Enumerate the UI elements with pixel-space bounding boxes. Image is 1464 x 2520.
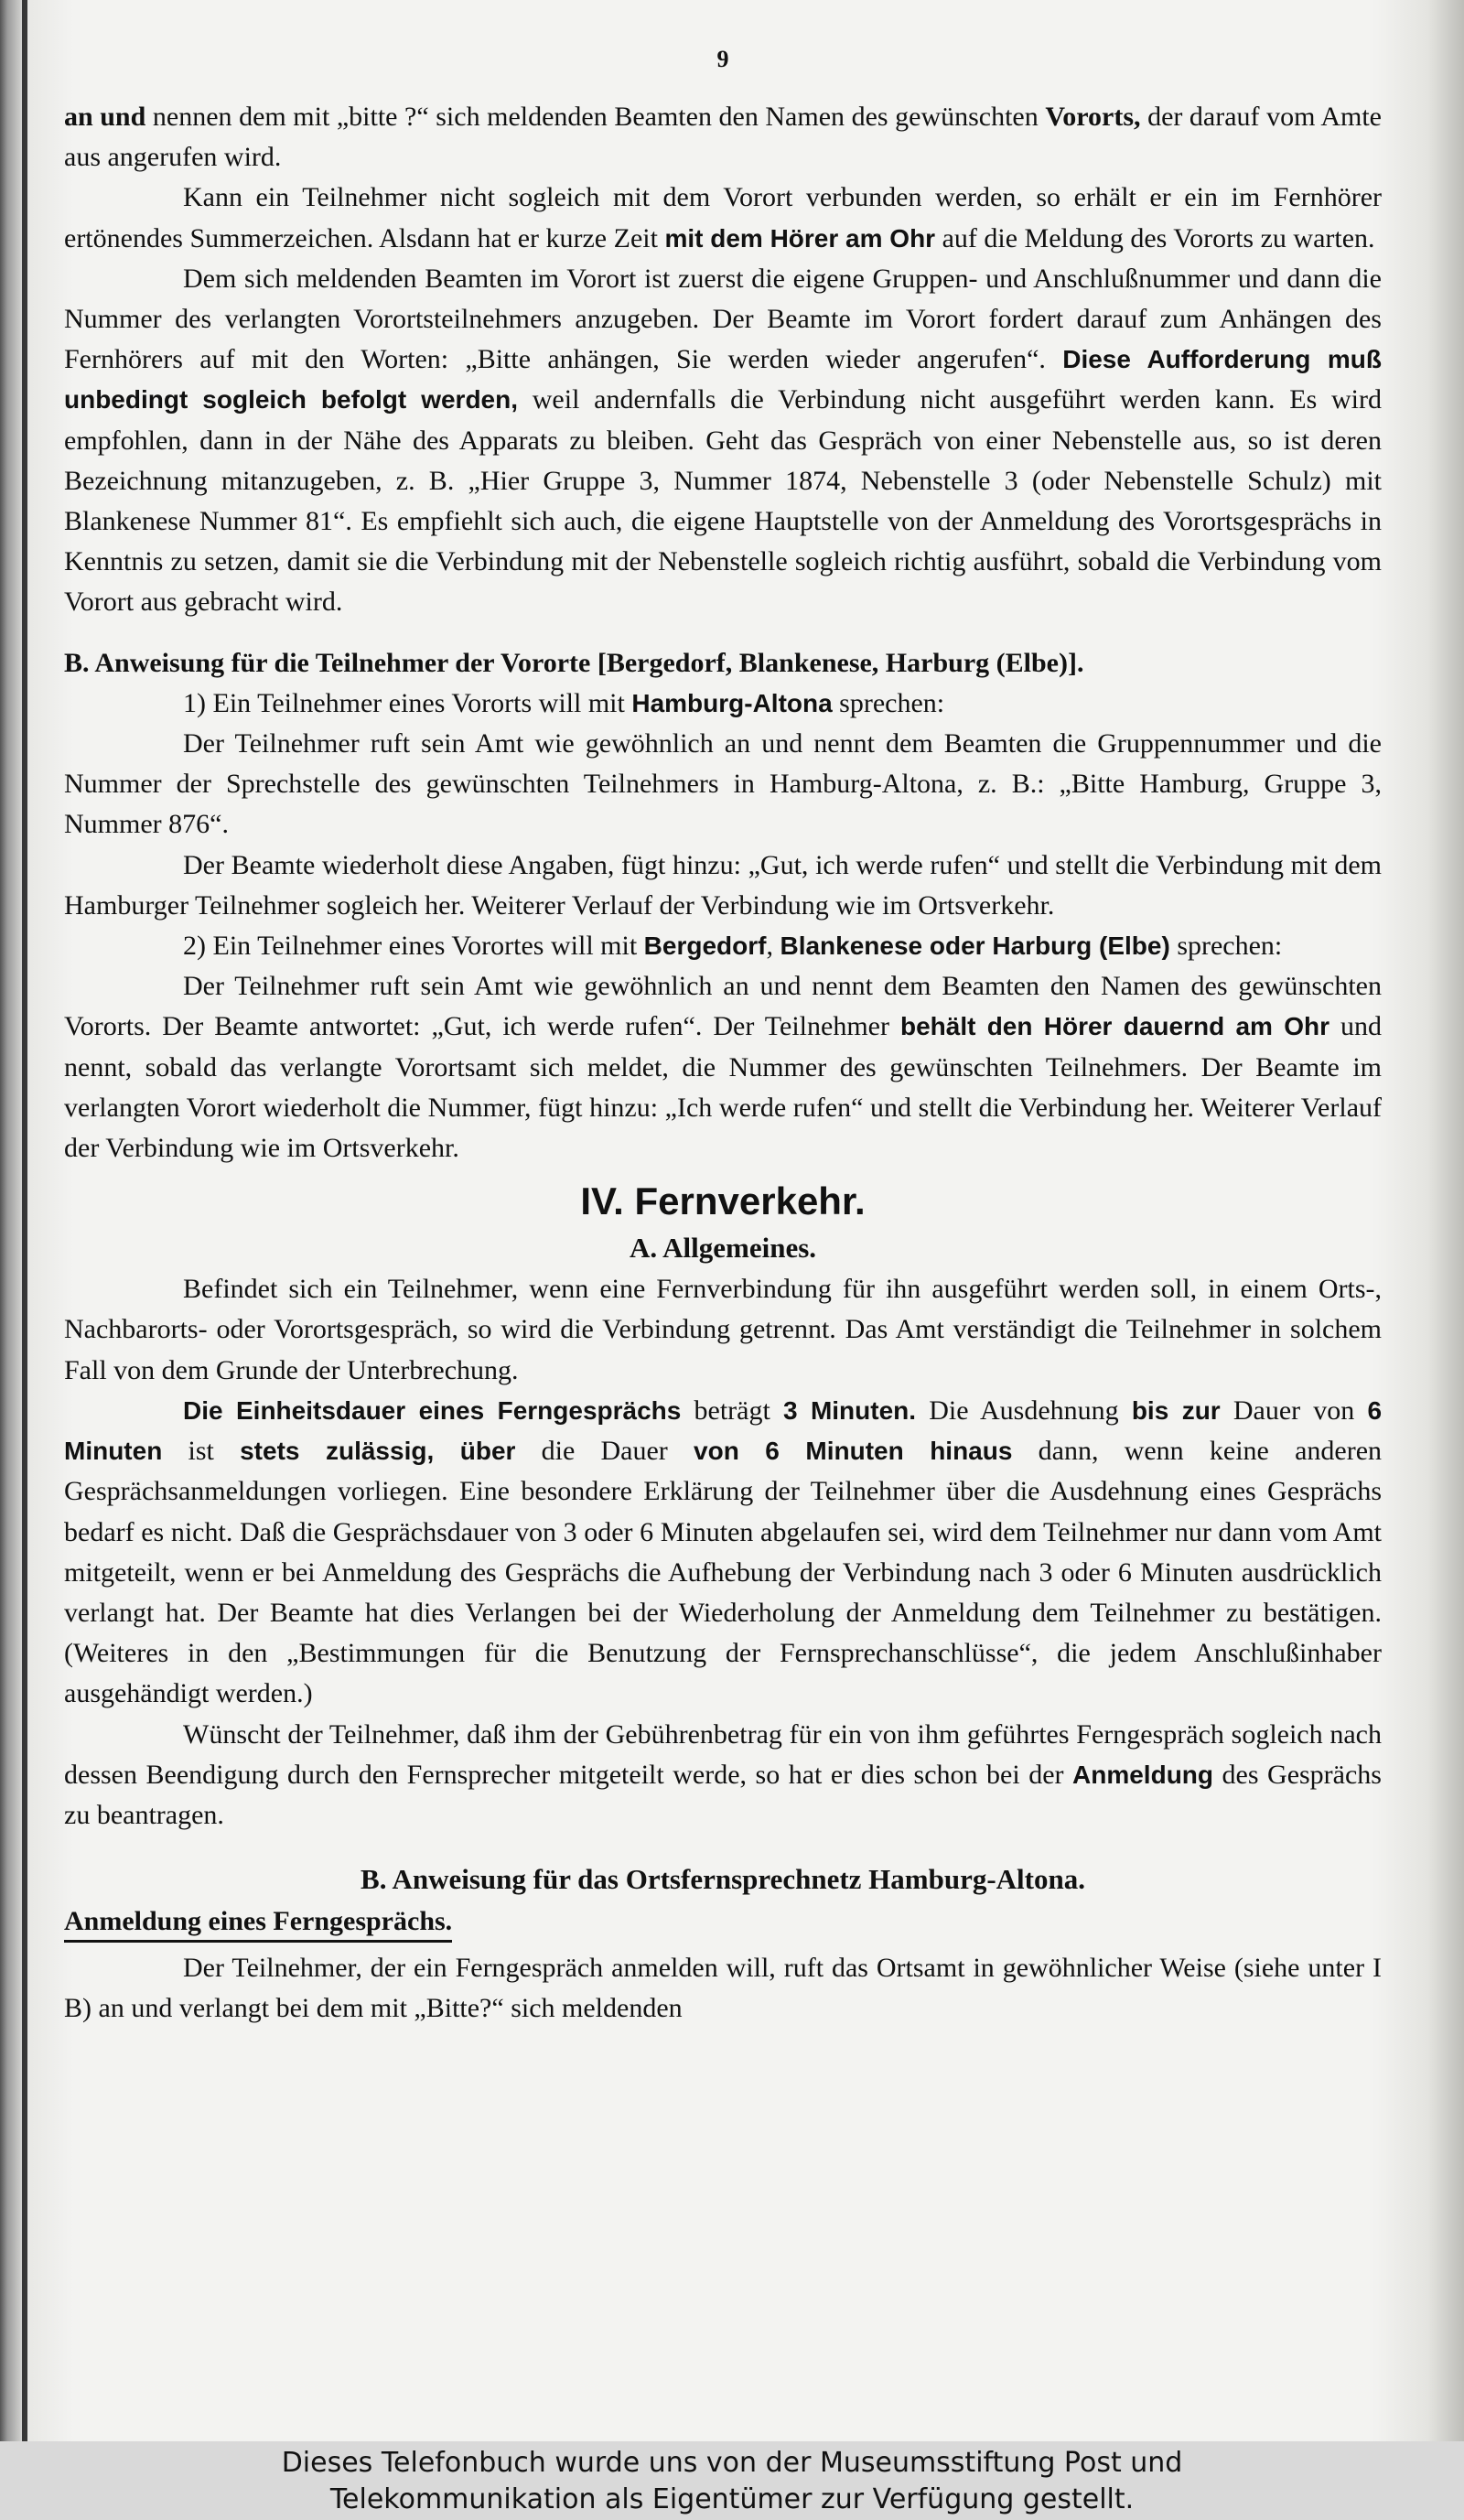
text: des Gesprächs zu beantragen. (64, 1759, 1382, 1830)
text-emphasis: Bergedorf (643, 932, 767, 961)
text-emphasis: Hamburg-Altona (631, 688, 833, 717)
text: auf die Meldung des Vororts zu warten. (935, 222, 1375, 253)
text: Dauer von (1220, 1395, 1368, 1426)
paragraph-registration: Der Teilnehmer, der ein Ferngespräch anmelden will, ruft das Ortsamt in gewöhnlicher Weise (siehe unter I B) an und verlangt bei dem mit „Bitte?“ sich meldenden (64, 1953, 1382, 2024)
item-2-paragraph-1 (64, 966, 1382, 1168)
section-b-heading: B. Anweisung für die Teilnehmer der Vororte [Bergedorf, Blankenese, Harburg (Elbe)]. (64, 647, 1084, 678)
text-emphasis: behält den Hörer dauernd am Ohr (899, 1012, 1329, 1041)
subsection-b-heading: B. Anweisung für das Ortsfernsprechnetz Hamburg-Altona. (361, 1863, 1085, 1896)
text-emphasis: stets zulässig, über (240, 1437, 516, 1466)
paragraph-interruption: Befindet sich ein Teilnehmer, wenn eine Fernverbindung für ihn ausgeführt werden soll, in einem Orts-, Nachbarorts- oder Vorortsgespräch, so wird die Verbindung getrennt. Das Amt verständigt die Teilnehmer in solchem Fall von dem Grunde der Unterbrechung. (64, 1274, 1382, 1385)
subsection-a-heading: A. Allgemeines. (629, 1232, 817, 1265)
text: Wünscht der Teilnehmer, daß ihm der Gebührenbetrag für ein von ihm geführtes Ferngespräch sogleich nach dessen Beendigung durch den Fernsprecher mitgeteilt werde, so hat er dies schon bei der (64, 1718, 1382, 1790)
page-number: 9 (716, 46, 729, 72)
text: Kann ein Teilnehmer nicht sogleich mit dem Vorort verbunden werden, so erhält er ein im Fernhörer ertönendes Summerzeichen. Alsdann hat er kurze Zeit (64, 182, 1382, 253)
paragraph-vorort-call (64, 97, 1382, 178)
item-2-heading (64, 926, 1382, 966)
text: 2) Ein Teilnehmer eines Vorortes will mit (183, 931, 644, 962)
text-emphasis: 3 Minuten. (782, 1395, 917, 1425)
text: ist (162, 1436, 241, 1467)
page-content (64, 46, 1382, 2030)
text-emphasis: bis zur (1131, 1395, 1221, 1425)
chapter-title: IV. Fernverkehr. (580, 1179, 866, 1223)
paragraph-fee-notice (64, 1715, 1382, 1836)
text: Dem sich meldenden Beamten im Vorort ist zuerst die eigene Gruppen- und Anschlußnummer und dann die Nummer des verlangten Vorortsteilnehmers anzugeben. Der Beamte im Vorort fordert darauf zum Anhängen des Fernhörers auf mit den Worten: „Bitte anhängen, Sie werden wieder angerufen“. (64, 263, 1382, 375)
text-emphasis: Die Einheitsdauer eines Ferngesprächs (183, 1395, 682, 1425)
text: sprechen: (1169, 931, 1283, 962)
footer-line-1: Dieses Telefonbuch wurde uns von der Museumsstiftung Post und (281, 2447, 1183, 2479)
text: Die Ausdehnung (916, 1395, 1132, 1426)
text-bold: Vororts, (1045, 102, 1141, 132)
paragraph-vorort-procedure (64, 259, 1382, 623)
text-emphasis: Blankenese oder Harburg (Elbe) (780, 932, 1170, 961)
text-bold: an und (64, 102, 146, 132)
text: der darauf vom Amte aus angerufen wird. (64, 102, 1383, 173)
text-emphasis: 6 Minuten (64, 1395, 1383, 1466)
text: , (766, 931, 780, 962)
text: 1) Ein Teilnehmer eines Vororts will mit (183, 687, 632, 718)
text: und nennt, sobald das verlangte Vorortsamt sich meldet, die Nummer des gewünschten Teilnehmers. Der Beamte im verlangten Vorort wiederholt die Nummer, fügt hinzu: „Ich werde rufen“ und stellt die Verbindung her. Weiterer Verlauf der Verbindung wie im Ortsverkehr. (64, 1011, 1382, 1164)
text: weil andernfalls die Verbindung nicht ausgeführt werden kann. Es wird empfohlen, dann in der Nähe des Apparats zu bleiben. Geht das Gespräch von einer Nebenstelle aus, so ist deren Bezeichnung mitanzugeben, z. B. „Hier Gruppe 3, Nummer 1874, Nebenstelle 3 (oder Nebenstelle Schulz) mit Blankenese Nummer 81“. Es empfiehlt sich auch, die eigene Hauptstelle von der Anmeldung des Vorortsgesprächs in Kenntnis zu setzen, damit sie die Verbindung mit der Nebenstelle sogleich richtig ausführt, sobald die Verbindung vom Vorort aus gebracht wird. (64, 384, 1382, 618)
paragraph-summer (64, 178, 1382, 258)
item-1-heading (64, 684, 1382, 724)
text: beträgt (681, 1395, 783, 1426)
text-emphasis: von 6 Minuten hinaus (694, 1437, 1013, 1466)
text: die Dauer (515, 1436, 694, 1467)
underlined-heading-wrapper (64, 1901, 1382, 1948)
text: Der Teilnehmer ruft sein Amt wie gewöhnlich an und nennt dem Beamten den Namen des gewünschten Vororts. Der Beamte antwortet: „Gut, ich werde rufen“. Der Teilnehmer (64, 971, 1382, 1042)
text-emphasis: Anmeldung (1072, 1760, 1214, 1789)
text: sprechen: (832, 687, 945, 718)
text: dann, wenn keine anderen Gesprächsanmeldungen vorliegen. Eine besondere Erklärung der Teilnehmer über die Ausdehnung eines Gesprächs bedarf es nicht. Daß die Gesprächsdauer von 3 oder 6 Minuten abgelaufen sei, wird dem Teilnehmer nur dann vom Amt mitgeteilt, wenn er bei Anmeldung des Gesprächs die Aufhebung der Verbindung nach 3 oder 6 Minuten ausdrücklich verlangt hat. Der Beamte hat dies Verlangen bei der Wiederholung der Anmeldung dem Teilnehmer zu bestätigen. (Weiteres in den „Bestimmungen für die Benutzung der Fernsprechanschlüsse“, die jedem Anschlußinhaber ausgehändigt werden.) (64, 1436, 1383, 1709)
text-emphasis: Diese Aufforderung muß unbedingt sogleich befolgt werden, (64, 345, 1382, 415)
underlined-heading: Anmeldung eines Ferngesprächs. (64, 1903, 452, 1943)
item-1-paragraph-1: Der Teilnehmer ruft sein Amt wie gewöhnlich an und nennt dem Beamten die Gruppennummer und die Nummer der Sprechstelle des gewünschten Teilnehmers in Hamburg-Altona, z. B.: „Bitte Hamburg, Gruppe 3, Nummer 876“. (64, 728, 1382, 840)
text-emphasis: mit dem Hörer am Ohr (664, 223, 936, 253)
footer-line-2: Telekommunikation als Eigentümer zur Verfügung gestellt. (329, 2483, 1135, 2515)
item-1-paragraph-2: Der Beamte wiederholt diese Angaben, fügt hinzu: „Gut, ich werde rufen“ und stellt die Verbindung mit dem Hamburger Teilnehmer sogleich her. Weiterer Verlauf der Verbindung wie im Ortsverkehr. (64, 849, 1382, 921)
text: nennen dem mit „bitte ?“ sich meldenden Beamten den Namen des gewünschten (145, 102, 1046, 132)
footer-notice (0, 2441, 1464, 2520)
paragraph-duration (64, 1391, 1382, 1715)
